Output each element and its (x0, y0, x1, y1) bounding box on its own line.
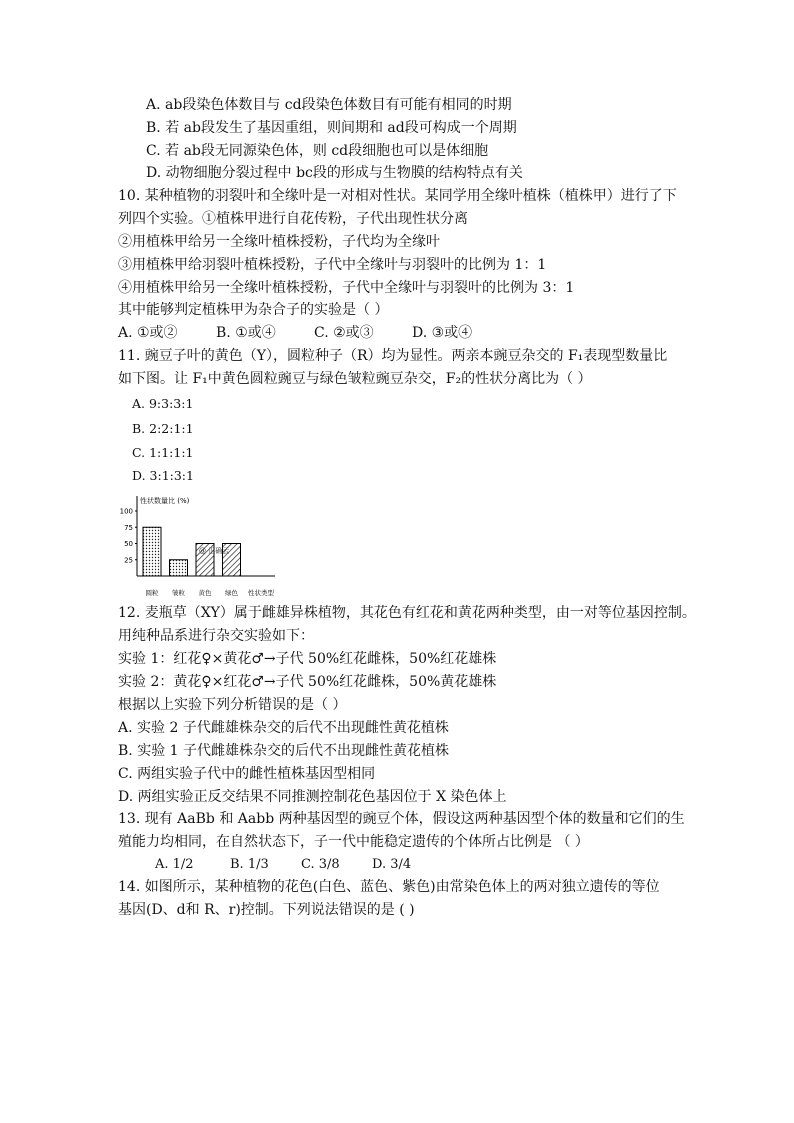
q10-option-a: A. ①或② (118, 325, 178, 341)
chart-ylabel: 性状数量比 (%) (140, 497, 190, 505)
q11-option-d: D. 3:1:3:1 (132, 468, 194, 483)
bar (170, 560, 188, 576)
q11-stem-line1: 11. 豌豆子叶的黄色（Y），圆粒种子（R）均为显性。两亲本豌豆杂交的 F₁表现型数量比 (118, 348, 668, 364)
q13-stem-line2: 殖能力均相同，在自然状态下，子一代中能稳定遗传的个体所占比例是 （ ） (118, 834, 589, 850)
q11-stem-line2: 如下图。让 F₁中黄色圆粒豌豆与绿色皱粒豌豆杂交，F₂的性状分离比为（ ） (118, 371, 592, 387)
x-tick-label: 皱粒 (172, 589, 185, 597)
y-tick-label: 75 (124, 523, 133, 532)
chart-xlabel: 性状类型 (248, 589, 274, 597)
q10-experiment-2: ②用植株甲给另一全缘叶植株授粉，子代均为全缘叶 (118, 234, 440, 250)
q12-option-d: D. 两组实验正反交结果不同推测控制花色基因位于 X 染色体上 (118, 789, 507, 805)
y-tick-label: 50 (124, 540, 133, 548)
q12-option-a: A. 实验 2 子代雌雄株杂交的后代不出现雌性黄花植株 (118, 720, 449, 736)
y-tick-label: 100 (119, 507, 133, 516)
q14-stem-line1: 14. 如图所示，某种植物的花色(白色、蓝色、紫色)由常染色体上的两对独立遗传的等位 (118, 879, 660, 895)
q10-experiment-3: ③用植株甲给羽裂叶植株授粉，子代中全缘叶与羽裂叶的比例为 1：1 (118, 257, 547, 273)
q10-option-b: B. ①或④ (216, 325, 276, 341)
q10-options (118, 323, 472, 343)
q10-stem-line1: 10. 某种植物的羽裂叶和全缘叶是一对相对性状。某同学用全缘叶植株（植株甲）进行了下 (118, 188, 677, 204)
q10-experiment-4: ④用植株甲给另一全缘叶植株授粉，子代中全缘叶与羽裂叶的比例为 3：1 (118, 280, 575, 296)
y-tick-label: 25 (124, 556, 133, 565)
q13-option-c: C. 3/8 (301, 857, 340, 872)
q10-stem-line2: 列四个实验。①植株甲进行自花传粉，子代出现性状分离 (118, 211, 468, 227)
q12-option-c: C. 两组实验子代中的雌性植株基因型相同 (118, 766, 376, 782)
q12-stem-line1: 12. 麦瓶草（XY）属于雌雄异株植物，其花色有红花和黄花两种类型，由一对等位基因控制。 (118, 605, 696, 621)
q12-experiment-1: 实验 1：红花♀×黄花♂→子代 50%红花雌株，50%红花雄株 (118, 651, 497, 667)
q10-option-c: C. ②或③ (314, 325, 374, 341)
chart-watermark: @ 正确云 (199, 547, 230, 555)
q12-option-b: B. 实验 1 子代雌雄株杂交的后代不出现雌性黄花植株 (118, 743, 449, 759)
q10-question: 其中能够判定植株甲为杂合子的实验是（ ） (118, 302, 389, 318)
q9-option-d: D. 动物细胞分裂过程中 bc段的形成与生物膜的结构特点有关 (146, 165, 523, 181)
x-tick-label: 黄色 (198, 589, 212, 597)
x-tick-label: 绿色 (225, 589, 238, 597)
x-tick-label: 圆粒 (145, 589, 159, 597)
bar (143, 527, 161, 576)
q10-option-d: D. ③或④ (412, 325, 473, 341)
q12-question: 根据以上实验下列分析错误的是（ ） (118, 697, 347, 713)
q13-option-d: D. 3/4 (372, 857, 412, 872)
q12-stem-line2: 用纯种品系进行杂交实验如下： (118, 628, 314, 644)
q9-option-a: A. ab段染色体数目与 cd段染色体数目有可能有相同的时期 (146, 97, 512, 113)
q13-options (155, 855, 411, 875)
q11-option-a: A. 9:3:3:1 (132, 396, 194, 411)
q14-stem-line2: 基因(D、d和 R、r)控制。下列说法错误的是 ( ) (118, 902, 415, 918)
q12-experiment-2: 实验 2：黄花♀×红花♂→子代 50%红花雌株，50%黄花雄株 (118, 674, 497, 690)
q11-option-c: C. 1:1:1:1 (132, 445, 194, 460)
q13-option-a: A. 1/2 (155, 857, 194, 872)
x-tick-labels (146, 588, 239, 597)
q13-option-b: B. 1/3 (230, 857, 269, 872)
q13-stem-line1: 13. 现有 AaBb 和 Aabb 两种基因型的豌豆个体，假设这两种基因型个体的数量和它们的生 (118, 811, 685, 827)
q9-option-c: C. 若 ab段无同源染色体，则 cd段细胞也可以是体细胞 (146, 143, 489, 159)
y-ticks (120, 508, 137, 565)
q9-option-b: B. 若 ab段发生了基因重组，则间期和 ad段可构成一个周期 (146, 120, 517, 136)
q11-option-b: B. 2:2:1:1 (132, 421, 194, 436)
phenotype-ratio-chart (115, 490, 290, 600)
